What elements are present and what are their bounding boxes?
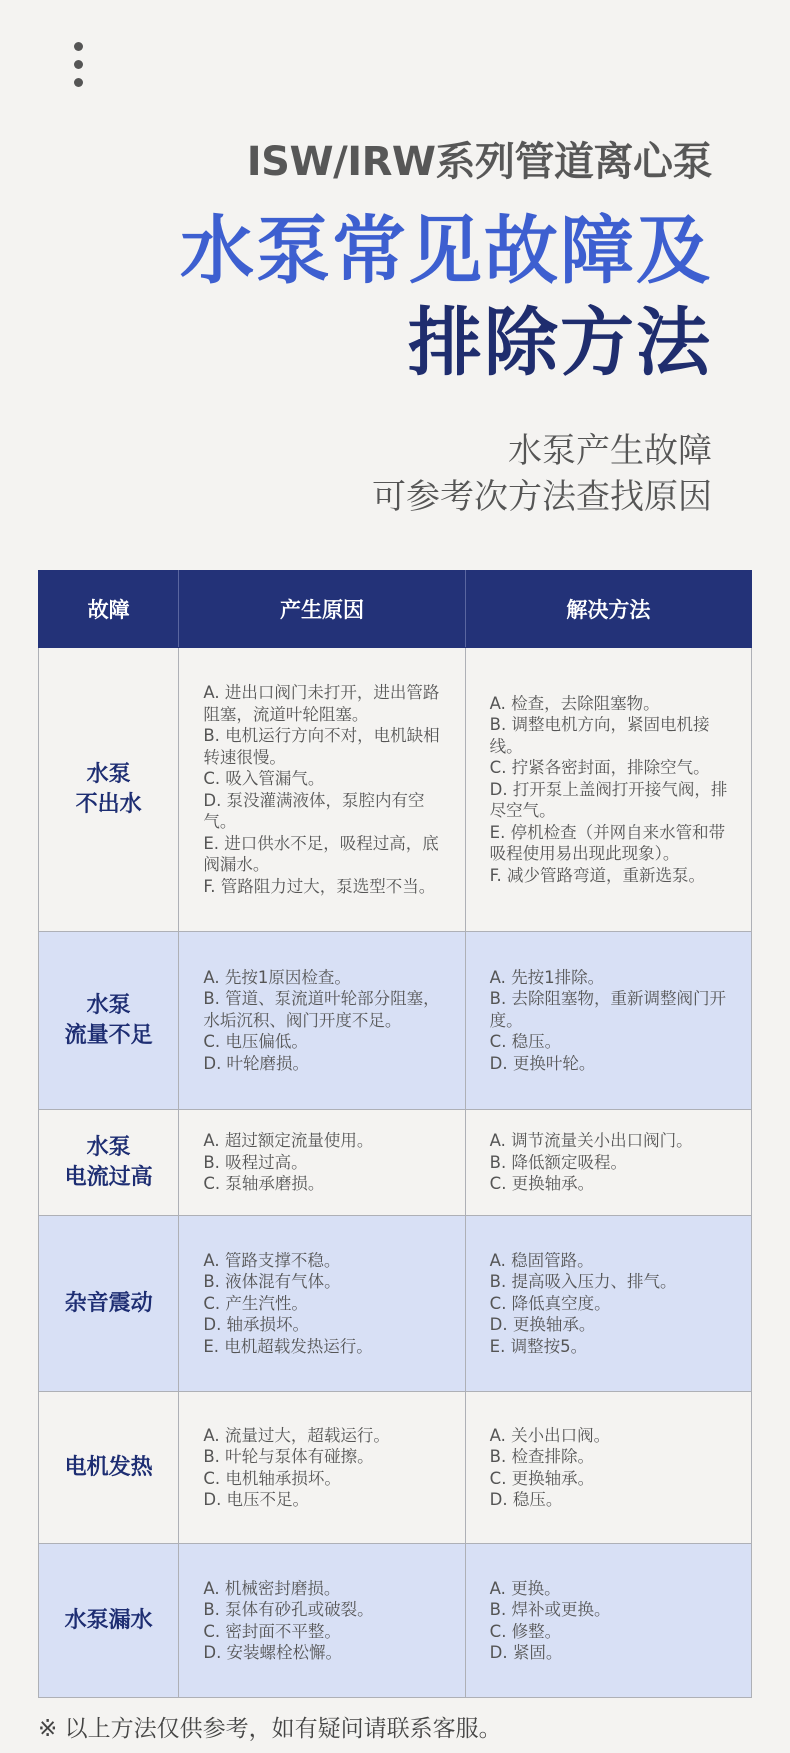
solution-item: A. 稳固管路。 — [489, 1250, 594, 1270]
cause-item: B. 液体混有气体。 — [203, 1272, 341, 1292]
fault-cell — [39, 1392, 179, 1544]
solution-item: A. 先按1排除。 — [489, 967, 605, 987]
fault-label: 水泵 — [86, 992, 131, 1018]
solution-item: B. 焊补或更换。 — [489, 1600, 611, 1619]
solution-item: C. 修整。 — [489, 1621, 562, 1641]
more-vertical-icon[interactable] — [74, 42, 86, 92]
cause-item: A. 先按1原因检查。 — [203, 967, 351, 987]
fault-cell — [39, 932, 179, 1110]
intro-text — [372, 428, 712, 520]
intro-line-1: 水泵产生故障 — [508, 431, 712, 471]
solution-item: B. 降低额定吸程。 — [489, 1152, 627, 1172]
cause-cell — [179, 1216, 465, 1392]
fault-cell — [39, 1110, 179, 1216]
cause-item: D. 轴承损坏。 — [203, 1315, 310, 1335]
cause-item: E. 电机超载发热运行。 — [203, 1336, 373, 1356]
cause-item: C. 密封面不平整。 — [203, 1621, 341, 1641]
fault-table — [38, 570, 752, 1698]
solution-item: B. 检查排除。 — [489, 1447, 594, 1466]
solution-cell — [465, 1216, 751, 1392]
cause-item: C. 泵轴承磨损。 — [203, 1174, 325, 1194]
solution-cell — [465, 1110, 751, 1216]
cause-item: E. 进口供水不足，吸程过高，底阀漏水。 — [203, 833, 439, 874]
fault-label: 杂音震动 — [64, 1290, 153, 1316]
table-row — [39, 648, 752, 932]
cause-item: A. 流量过大，超载运行。 — [203, 1425, 390, 1445]
cause-item: B. 叶轮与泵体有碰擦。 — [203, 1447, 374, 1466]
fault-cell — [39, 1216, 179, 1392]
cause-item: C. 产生汽性。 — [203, 1293, 308, 1313]
cause-item: B. 电机运行方向不对，电机缺相转速很慢。 — [203, 726, 440, 767]
page-title-line-1: 水泵常见故障及 — [180, 208, 712, 294]
cause-item: F. 管路阻力过大，泵选型不当。 — [203, 876, 436, 896]
solution-item: C. 稳压。 — [489, 1032, 562, 1052]
cause-item: A. 超过额定流量使用。 — [203, 1131, 374, 1151]
product-series-title: ISW/IRW系列管道离心泵 — [246, 139, 712, 185]
cause-item: C. 电机轴承损坏。 — [203, 1468, 341, 1488]
solution-item: D. 更换叶轮。 — [489, 1053, 596, 1073]
fault-label: 水泵漏水 — [64, 1607, 153, 1633]
solution-item: A. 关小出口阀。 — [489, 1425, 611, 1445]
cause-item: D. 叶轮磨损。 — [203, 1053, 310, 1073]
solution-item: E. 调整按5。 — [489, 1336, 588, 1356]
solution-item: D. 打开泵上盖阀打开接气阀，排尽空气。 — [489, 779, 728, 821]
fault-label: 电机发热 — [64, 1454, 153, 1480]
solution-item: B. 调整电机方向，紧固电机接线。 — [489, 715, 710, 756]
solution-cell — [465, 1544, 751, 1698]
cause-item: A. 机械密封磨损。 — [203, 1578, 341, 1598]
footer-note: ※ 以上方法仅供参考，如有疑问请联系客服。 — [38, 1716, 502, 1742]
solution-item: D. 稳压。 — [489, 1490, 563, 1509]
solution-item: C. 更换轴承。 — [489, 1468, 595, 1488]
page-title — [180, 205, 712, 389]
cause-item: A. 进出口阀门未打开，进出管路阻塞，流道叶轮阻塞。 — [203, 683, 440, 724]
page-title-line-2: 排除方法 — [408, 300, 712, 386]
cause-item: B. 泵体有砂孔或破裂。 — [203, 1600, 374, 1619]
cause-cell — [179, 1110, 465, 1216]
cause-item: C. 电压偏低。 — [203, 1032, 308, 1052]
table-row — [39, 932, 752, 1110]
solution-item: A. 检查，去除阻塞物。 — [489, 693, 660, 713]
solution-item: B. 去除阻塞物，重新调整阀门开度。 — [489, 989, 726, 1030]
table-row — [39, 1544, 752, 1698]
cause-cell — [179, 648, 465, 932]
solution-cell — [465, 1392, 751, 1544]
solution-item: C. 降低真空度。 — [489, 1293, 611, 1313]
table-row — [39, 1216, 752, 1392]
table-header-row — [39, 571, 752, 648]
solution-item: C. 更换轴承。 — [489, 1174, 595, 1194]
solution-item: D. 紧固。 — [489, 1643, 563, 1662]
header-cause: 产生原因 — [179, 571, 465, 648]
solution-item: C. 拧紧各密封面，排除空气。 — [489, 758, 710, 778]
solution-item: E. 停机检查（并网自来水管和带吸程使用易出现此现象）。 — [489, 822, 726, 864]
solution-cell — [465, 648, 751, 932]
fault-cell — [39, 1544, 179, 1698]
cause-item: C. 吸入管漏气。 — [203, 769, 325, 788]
fault-label: 水泵 — [86, 1134, 131, 1160]
fault-label: 不出水 — [75, 791, 142, 817]
fault-label: 流量不足 — [64, 1022, 153, 1048]
solution-item: B. 提高吸入压力、排气。 — [489, 1272, 677, 1292]
cause-cell — [179, 1392, 465, 1544]
header-solution: 解决方法 — [465, 571, 751, 648]
cause-cell — [179, 932, 465, 1110]
cause-cell — [179, 1544, 465, 1698]
table-row — [39, 1392, 752, 1544]
solution-item: A. 更换。 — [489, 1578, 561, 1598]
cause-item: B. 吸程过高。 — [203, 1152, 308, 1172]
cause-item: B. 管道、泵流道叶轮部分阻塞，水垢沉积、阀门开度不足。 — [203, 989, 440, 1030]
table-row — [39, 1110, 752, 1216]
fault-label: 电流过高 — [64, 1164, 153, 1190]
cause-item: D. 安装螺栓松懈。 — [203, 1643, 343, 1662]
solution-cell — [465, 932, 751, 1110]
solution-item: A. 调节流量关小出口阀门。 — [489, 1131, 693, 1151]
cause-item: D. 电压不足。 — [203, 1490, 310, 1509]
intro-line-2: 可参考次方法查找原因 — [372, 477, 712, 517]
fault-label: 水泵 — [86, 761, 131, 787]
solution-item: F. 减少管路弯道，重新选泵。 — [489, 865, 706, 885]
cause-item: D. 泵没灌满液体，泵腔内有空气。 — [203, 790, 425, 831]
cause-item: A. 管路支撑不稳。 — [203, 1250, 341, 1270]
solution-item: D. 更换轴承。 — [489, 1315, 596, 1335]
header-fault: 故障 — [39, 571, 179, 648]
fault-cell — [39, 648, 179, 932]
